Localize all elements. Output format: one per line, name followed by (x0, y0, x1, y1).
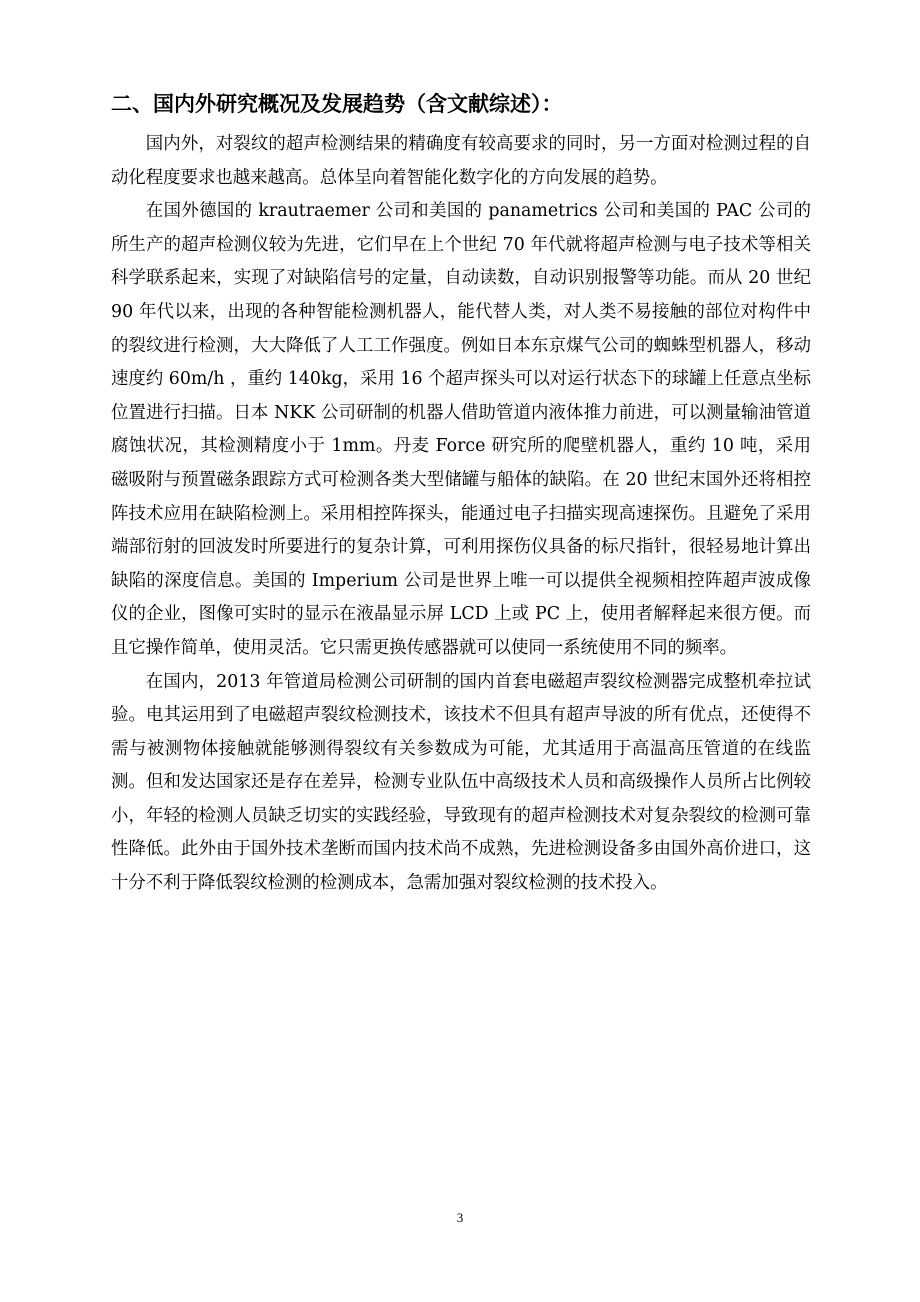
paragraph-domestic-research: 在国内，2013 年管道局检测公司研制的国内首套电磁超声裂纹检测器完成整机牵拉试验。电其运用到了电磁超声裂纹检测技术，该技术不但具有超声导波的所有优点，还使得不需与被测物体接触就能够测得裂纹有关参数成为可能，尤其适用于高温高压管道的在线监测。但和发达国家还是存在差异，检测专业队伍中高级技术人员和高级操作人员所占比例较小，年轻的检测人员缺乏切实的实践经验，导致现有的超声检测技术对复杂裂纹的检测可靠性降低。此外由于国外技术垄断而国内技术尚不成熟，先进检测设备多由国外高价进口，这十分不利于降低裂纹检测的检测成本，急需加强对裂纹检测的技术投入。 (111, 671, 811, 894)
section-heading: 二、国内外研究概况及发展趋势（含文献综述）： (111, 92, 563, 116)
page-number: 3 (456, 1210, 464, 1225)
body-text (111, 128, 811, 901)
paragraph-foreign-research: 在国外德国的 krautraemer 公司和美国的 panametrics 公司和美国的 PAC 公司的所生产的超声检测仪较为先进，它们早在上个世纪 70 年代就将超声检测与电子技术等相关科学联系起来，实现了对缺陷信号的定量，自动读数，自动识别报警等功能。而从 20 世纪 90 年代以来，出现的各种智能检测机器人，能代替人类，对人类不易接触的部位对构件中的裂纹进行检测，大大降低了人工工作强度。例如日本东京煤气公司的蜘蛛型机器人，移动速度约 60m/h ，重约 140kg，采用 16 个超声探头可以对运行状态下的球罐上任意点坐标位置进行扫描。日本 NKK 公司研制的机器人借助管道内液体推力前进，可以测量输油管道腐蚀状况，其检测精度小于 1mm。丹麦 Force 研究所的爬壁机器人，重约 10 吨，采用磁吸附与预置磁条跟踪方式可检测各类大型储罐与船体的缺陷。在 20 世纪末国外还将相控阵技术应用在缺陷检测上。采用相控阵探头，能通过电子扫描实现高速探伤。且避免了采用端部衍射的回波发时所要进行的复杂计算，可利用探伤仪具备的标尺指针，很轻易地计算出缺陷的深度信息。美国的 Imperium 公司是世界上唯一可以提供全视频相控阵超声波成像仪的企业，图像可实时的显示在液晶显示屏 LCD 上或 PC 上，使用者解释起来很方便。而且它操作简单，使用灵活。它只需更换传感器就可以使同一系统使用不同的频率。 (111, 201, 811, 658)
paragraph-overview: 国内外，对裂纹的超声检测结果的精确度有较高要求的同时，另一方面对检测过程的自动化程度要求也越来越高。总体呈向着智能化数字化的方向发展的趋势。 (111, 134, 811, 188)
